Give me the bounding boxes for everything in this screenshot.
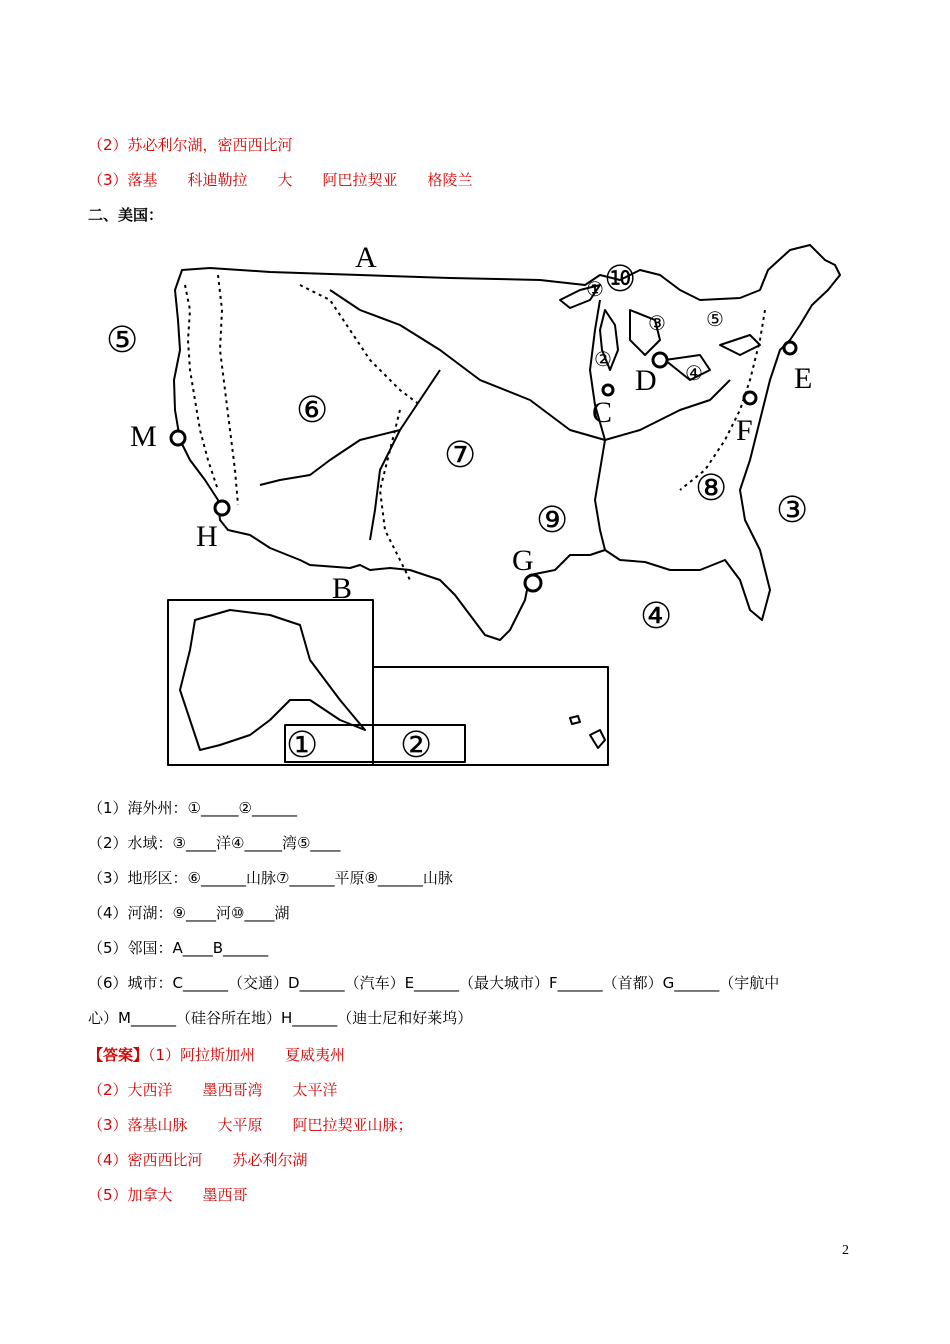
label-5: ⑤ (106, 320, 139, 361)
question-4: （4）河湖：⑨____河⑩____湖 (88, 904, 290, 922)
label-A: A (355, 241, 377, 274)
label-9: ⑨ (536, 500, 569, 541)
question-2: （2）水域：③____洋④_____湾⑤____ (88, 834, 341, 852)
label-G: G (512, 544, 534, 577)
label-B: B (332, 572, 353, 605)
answer-1 (88, 1045, 345, 1065)
small-label-4: ④ (685, 361, 703, 385)
question-3: （3）地形区：⑥______山脉⑦______平原⑧______山脉 (88, 869, 453, 887)
label-E: E (794, 362, 813, 395)
label-8: ⑧ (695, 468, 728, 509)
answer-2: （2）大西洋 墨西哥湾 太平洋 (88, 1081, 338, 1099)
label-10: ⑩ (604, 259, 637, 300)
small-label-3: ③ (648, 311, 666, 335)
question-5: （5）邻国：A____B______ (88, 939, 269, 957)
label-6: ⑥ (296, 390, 329, 431)
answer-label: 【答案】 (88, 1046, 149, 1064)
label-3: ③ (776, 490, 809, 531)
answer-line-3: （3）落基 科迪勒拉 大 阿巴拉契亚 格陵兰 (88, 171, 473, 189)
answer-4: （4）密西西比河 苏必利尔湖 (88, 1151, 308, 1169)
label-4: ④ (640, 596, 673, 637)
question-6a: （6）城市：C______（交通）D______（汽车）E______（最大城市）F______（首都）G______（宇航中 (88, 974, 780, 992)
label-D: D (635, 364, 657, 397)
page-number: 2 (842, 1243, 849, 1258)
question-6b: 心）M______（硅谷所在地）H______（迪士尼和好莱坞） (88, 1009, 473, 1027)
section-title: 二、美国： (88, 206, 164, 224)
label-2: ② (400, 725, 433, 766)
usa-map (100, 230, 860, 770)
small-label-1: ① (586, 277, 604, 301)
small-label-2: ② (594, 347, 612, 371)
label-1: ① (286, 725, 319, 766)
label-C: C (592, 396, 613, 429)
answer-line-2: （2）苏必利尔湖，密西西比河 (88, 136, 293, 154)
question-1: （1）海外州：①_____②______ (88, 799, 297, 817)
label-H: H (196, 520, 218, 553)
answer-5: （5）加拿大 墨西哥 (88, 1186, 248, 1204)
label-M: M (130, 420, 157, 453)
label-7: ⑦ (444, 435, 477, 476)
answer-1-text: （1）阿拉斯加州 夏威夷州 (148, 1046, 346, 1064)
label-F: F (736, 414, 753, 447)
small-label-5: ⑤ (706, 307, 724, 331)
answer-3: （3）落基山脉 大平原 阿巴拉契亚山脉； (88, 1116, 413, 1134)
